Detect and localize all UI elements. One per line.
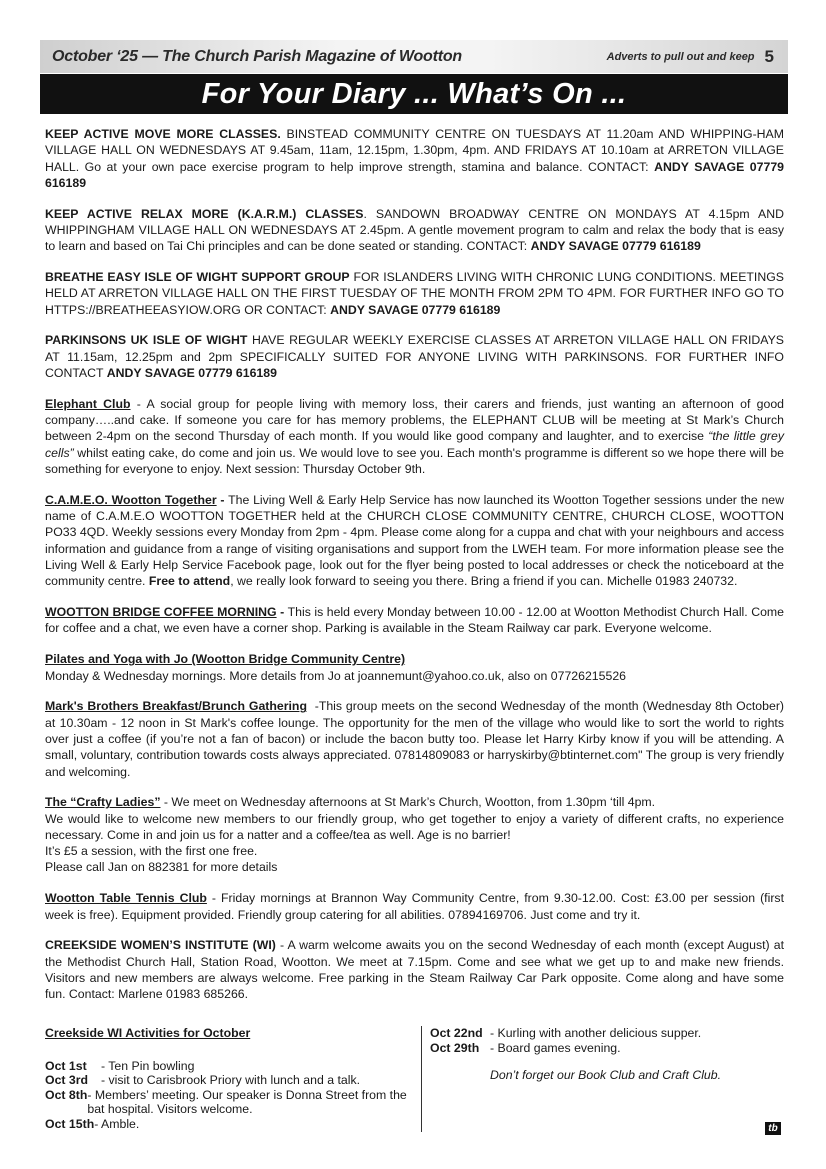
entry-title: BREATHE EASY ISLE OF WIGHT SUPPORT GROUP (45, 270, 350, 285)
entry-free: Free to attend (148, 574, 231, 589)
magazine-header (40, 40, 788, 73)
entry-contact: ANDY SAVAGE 07779 616189 (45, 159, 784, 190)
entry-keep-active-relax (45, 206, 784, 255)
entry-body: This is held every Monday between 10.00 - 12.00 at Wootton Methodist Church Hall. Come for coffee and a chat, we even have a corner shop. Parking is available in the Steam Railway car park. Everyone welcome. (45, 605, 784, 636)
activity-item (45, 1088, 413, 1117)
entry-title: WOOTTON BRIDGE COFFEE MORNING (45, 605, 277, 620)
magazine-issue-title: October ‘25 — The Church Parish Magazine of Wootton (52, 47, 462, 65)
activity-date: Oct 3rd (45, 1073, 89, 1088)
entry-body: Please call Jan on 882381 for more details (45, 860, 278, 875)
entry-title: PARKINSONS UK ISLE OF WIGHT (45, 333, 248, 348)
entry-creekside-wi (45, 937, 784, 1002)
entry-italic: “the little grey cells” (45, 429, 784, 460)
activity-date: Oct 29th (430, 1040, 480, 1055)
entry-title: CREEKSIDE WOMEN’S INSTITUTE (WI) (45, 938, 276, 953)
entry-elephant-club (45, 396, 784, 477)
wi-activities-left (45, 1026, 421, 1132)
book-club-reminder: Don’t forget our Book Club and Craft Club. (490, 1068, 722, 1083)
activity-item (430, 1026, 784, 1041)
entry-body: - A social group for people living with memory loss, their carers and friends, just wanting an afternoon of good company…..and cake. If someone you care for has memory problems, the ELEPHANT CLUB will be meeting at St Mark’s Church between 2-4pm on the second Thursday of each month. If you would like good company and laughter, and to exercise (45, 396, 785, 444)
activity-text: - visit to Carisbrook Priory with lunch and a talk. (101, 1073, 361, 1088)
entry-keep-active-move (45, 126, 784, 191)
entry-contact: ANDY SAVAGE 07779 616189 (106, 366, 277, 381)
entry-dash: - (216, 492, 229, 507)
entry-body: Monday & Wednesday mornings. More details from Jo at joannemunt@yahoo.co.uk, also on 07726215526 (45, 668, 626, 683)
entry-breathe-easy (45, 269, 784, 318)
activity-date: Oct 8th (45, 1087, 88, 1102)
page-title: For Your Diary ... What’s On ... (201, 77, 627, 110)
wi-activities-heading: Creekside WI Activities for October (45, 1026, 251, 1040)
entry-title: Elephant Club (45, 396, 131, 411)
entry-body: FOR ISLANDERS LIVING WITH CHRONIC LUNG CONDITIONS. MEETINGS HELD AT ARRETON VILLAGE HALL ON THE FIRST TUESDAY OF THE MONTH FROM 2PM TO 4PM. FOR FURTHER INFO GO TO HTTPS://BREATHEEASYIOW.ORG OR CONTACT: (45, 270, 784, 317)
activity-item (45, 1073, 413, 1088)
activity-date: Oct 1st (45, 1058, 87, 1073)
entry-title: Mark's Brothers Breakfast/Brunch Gathering (45, 699, 307, 714)
entry-title: KEEP ACTIVE MOVE MORE CLASSES. (45, 127, 281, 141)
activity-item (45, 1117, 413, 1132)
activity-text: - Kurling with another delicious supper. (490, 1026, 702, 1040)
entry-contact: ANDY SAVAGE 07779 616189 (530, 239, 701, 254)
diary-content (45, 126, 788, 1017)
entry-title: Wootton Table Tennis Club (45, 891, 207, 906)
entry-coffee-morning (45, 604, 784, 637)
entry-body: , we really look forward to seeing you there. Bring a friend if you can. Michelle 01983 240732. (230, 574, 738, 589)
title-banner (40, 74, 788, 114)
page-number: 5 (764, 46, 774, 66)
activity-date: Oct 22nd (430, 1026, 483, 1040)
adverts-note: Adverts to pull out and keep (606, 50, 755, 63)
entry-body: The Living Well & Early Help Service has now launched its Wootton Together sessions under the new name of C.A.M.E.O WOOTTON TOGETHER held at the CHURCH CLOSE COMMUNITY CENTRE, CHURCH CLOSE, WOOTTON PO33 4QD. Weekly sessions every Monday from 2pm - 4pm. Please come along for a cuppa and chat with your neighbours and access information and guidance from a range of visiting organisations and support from the LWEH team. For more information please see the Living Well & Early Help Service Facebook page, look out for the flyer being posted to local addresses or check the noticeboard at the community centre. (45, 492, 784, 589)
entry-contact: ANDY SAVAGE 07779 616189 (330, 302, 501, 317)
entry-body: HAVE REGULAR WEEKLY EXERCISE CLASSES AT ARRETON VILLAGE HALL ON FRIDAYS AT 11.15am, 12.25pm and 2pm SPECIFICALLY SUITED FOR ANYONE LIVING WITH PARKINSONS. FOR FURTHER INFO CONTACT (45, 333, 784, 381)
publisher-logo-icon: tb (765, 1122, 781, 1135)
entry-body: We would like to welcome new members to our friendly group, who get together to enjoy a variety of different crafts, no experience necessary. Come in and join us for a natter and a coffee/tea as well. Age is no barrier! (45, 811, 784, 842)
header-right (607, 47, 774, 67)
entry-body: -This group meets on the second Wednesday of the month (Wednesday 8th October) at 10.30am - 12 noon in St Mark's coffee lounge. The opportunity for the men of the village who would like to sort the world to rights over just a coffee (if you’re not a fan of bacon) or include the bacon butty too. Please let Harry Kirby know if you will be attending. A small, voluntary, contribution towards costs always appreciated. 07814809083 or harryskirby@btinternet.com" The group is very friendly and welcoming. (45, 699, 788, 779)
activity-item (45, 1059, 413, 1074)
entry-parkinsons (45, 332, 784, 381)
wi-activities (45, 1026, 784, 1132)
entry-title: C.A.M.E.O. Wootton Together (45, 492, 217, 507)
entry-body: - Friday mornings at Brannon Way Community Centre, from 9.30-12.00. Cost: £3.00 per session (first week is free). Equipment provided. Friendly group catering for all abilities. 07894169706. Just come and try it. (45, 891, 784, 922)
activity-text: - Board games evening. (490, 1040, 621, 1055)
entry-body: . SANDOWN BROADWAY CENTRE ON MONDAYS AT 4.15pm AND WHIPPINGHAM VILLAGE HALL ON WEDNESDAYS AT 2.45pm. A gentle movement program to calm and relax the body that is easy to learn and based on Tai Chi principles and can be done seated or standing. CONTACT: (45, 206, 784, 254)
entry-title: KEEP ACTIVE RELAX MORE (K.A.R.M.) CLASSES (45, 206, 364, 221)
wi-activities-right (421, 1026, 784, 1132)
entry-marks-brothers (45, 698, 788, 779)
entry-title: The “Crafty Ladies” (45, 795, 161, 810)
entry-crafty-ladies (45, 794, 784, 875)
activity-item (430, 1041, 784, 1056)
entry-body: It’s £5 a session, with the first one free. (45, 844, 258, 859)
activity-date: Oct 15th (45, 1116, 95, 1131)
entry-dash: - (276, 605, 288, 620)
entry-table-tennis (45, 890, 784, 923)
entry-pilates (45, 651, 784, 684)
entry-body: - A warm welcome awaits you on the second Wednesday of each month (except August) at the Methodist Church Hall, Station Road, Wootton. We meet at 7.15pm. Come and see what we get up to and make new friends. Visitors and new members are always welcome. Free parking in the Steam Railway Car Park opposite. Come along and have some fun. Contact: Marlene 01983 685266. (45, 938, 784, 1002)
entry-body: - We meet on Wednesday afternoons at St Mark’s Church, Wootton, from 1.30pm ‘till 4pm. (160, 795, 656, 810)
entry-title: Pilates and Yoga with Jo (Wootton Bridge Community Centre) (45, 652, 406, 667)
entry-cameo (45, 492, 784, 590)
activity-text: - Members’ meeting. Our speaker is Donna Street from the bat hospital. Visitors welcome. (87, 1087, 407, 1117)
entry-body: BINSTEAD COMMUNITY CENTRE ON TUESDAYS AT 11.20am AND WHIPPING-HAM VILLAGE HALL ON WEDNESDAYS AT 9.45am, 11am, 12.15pm, 1.30pm, 4pm. AND FRIDAYS AT 10.10am at ARRETON VILLAGE HALL. Go at your own pace exercise program to help improve strength, stamina and balance. CONTACT: (45, 127, 784, 174)
activity-text: - Ten Pin bowling (101, 1058, 195, 1073)
activity-text: - Amble. (94, 1116, 140, 1131)
entry-body: whilst eating cake, do come and join us. We would love to see you. Each month's programme is different so we hope there will be something for everyone to enjoy. Next session: Thursday October 9th. (45, 445, 784, 477)
